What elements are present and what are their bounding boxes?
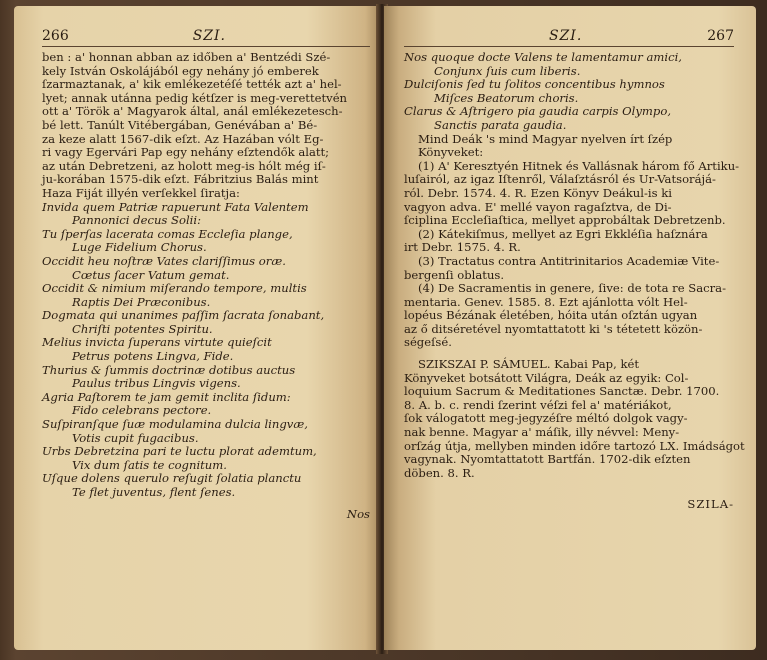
item-line: mentaria. Genev. 1585. 8. Ezt ajánlotta vólt Hel- [404, 294, 688, 309]
item-line: lopéus Bézának életében, hóita után oſztán ugyan [404, 308, 698, 323]
prose-line: ri vagy Egervári Pap egy nehány eſztendők alatt; [42, 145, 330, 160]
verse-line-indented: Cœtus ſacer Vatum gemat. [72, 267, 230, 282]
right-page-body [404, 50, 745, 512]
verse-line: Clarus & Aſtrigero pia gaudia carpis Olympo, [404, 104, 672, 119]
item-line: ségeſsé. [404, 335, 452, 350]
left-page-header [42, 28, 370, 47]
item-line: (4) De Sacramentis in genere, ſive: de tota re Sacra- [418, 281, 726, 296]
verse-line: Agria Paſtorem te jam gemit inclita ſidum: [42, 389, 291, 404]
prose-line: ju-korában 1575-dik eſzt. Fábritzius Balás mint [42, 172, 319, 187]
verse-line: Uſque dolens querulo reſugit ſolatia planctu [42, 471, 302, 486]
verse-line-indented: Luge Fidelium Chorus. [72, 240, 207, 255]
entry-line: orſzág útja, mellyben minden időre tartozó LX. Imádságot [404, 438, 745, 453]
verse-line-indented: Raptis Dei Præconibus. [72, 294, 211, 309]
entry-line: ſok válogatott meg-jegyzéſre méltó dolgok vagy- [404, 411, 688, 426]
verse-line-indented: Te flet juventus, flent ſenes. [72, 485, 236, 499]
bibliography-item [404, 158, 740, 228]
verse-line: Melius invicta ſuperans virtute quieſcit [42, 335, 272, 350]
item-line: ról. Debr. 1574. 4. R. Ezen Könyv Deákul-is ki [404, 185, 672, 200]
right-catchword: SZILA- [687, 497, 734, 512]
bibliography-item [404, 282, 734, 350]
right-items [404, 158, 740, 350]
entry-line: döben. 8. R. [404, 465, 475, 480]
prose-line: Könyveket: [418, 145, 484, 160]
verse-line: Dogmata qui unanimes paſſim ſacrata ſonabant, [42, 308, 325, 323]
item-line: luſairól, az igaz Iſtenről, Válaſztásról és Ur-Vatsorájá- [404, 172, 716, 187]
verse-line: Urbs Debretzina pari te luctu plorat ademtum, [42, 444, 317, 459]
prose-line: ben : a' honnan abban az időben a' Bentzédi Szé- [42, 50, 331, 64]
verse-line: Thurius & ſummis doctrinæ dotibus auctus [42, 362, 296, 377]
verse-line-indented: Chriſti potentes Spiritu. [72, 321, 213, 336]
verse-line-indented: Pannonici decus Solii: [72, 213, 201, 228]
entry-line: loquium Sacrum & Meditationes Sanctæ. Debr. 1700. [404, 384, 720, 399]
entry-line: vagynak. Nyomtattatott Bartfán. 1702-dik eſzten [404, 452, 691, 467]
item-line: (3) Tractatus contra Antitrinitarios Academiæ Vite- [418, 253, 720, 268]
verse-line-indented: Petrus potens Lingva, Fide. [72, 349, 234, 364]
verse-line: Invida quem Patriæ rapuerunt Fata Valentem [42, 199, 309, 214]
right-page-number: 267 [707, 28, 734, 44]
entry-line: Könyveket botsátott Világra, Deák az egyik: Col- [404, 370, 689, 385]
left-catchword: Nos [346, 506, 370, 521]
left-running-head: SZI. [192, 28, 227, 44]
bibliography-item [404, 255, 734, 282]
left-page-number: 266 [42, 28, 69, 44]
left-page-body [42, 51, 370, 521]
entry-line: SZIKSZAI P. SÁMUEL. Kabai Pap, két [418, 357, 640, 372]
prose-line: az után Debretzeni, az holott meg-is hólt még iſ- [42, 158, 326, 173]
verse-line-indented: Sanctis parata gaudia. [434, 117, 567, 132]
prose-line: ſzarmaztanak, a' kik emlékezetéſé tették azt a' hel- [42, 77, 342, 92]
left-prose [42, 51, 370, 201]
item-line: irt Debr. 1575. 4. R. [404, 240, 521, 255]
item-line: ſciplina Eccleſiaſtica, mellyet approbáltak Debretzenb. [404, 213, 726, 228]
prose-line: Haza Fiját illyén verſekkel ſiratja: [42, 185, 240, 200]
item-line: az ő ditséretével nyomtattatott ki 's tétetett közön- [404, 321, 703, 336]
item-line: (1) A' Keresztyén Hitnek és Vallásnak három fő Artiku- [418, 158, 740, 173]
prose-line: za keze alatt 1567-dik eſzt. Az Hazában vólt Eg- [42, 131, 324, 146]
verse-line-indented: Fido celebrans pectore. [72, 403, 212, 418]
prose-line: Mind Deák 's mind Magyar nyelven írt ſzép [418, 131, 673, 146]
right-verses [404, 51, 734, 133]
verse-line-indented: Votis cupit fugacibus. [72, 430, 199, 445]
right-entry [404, 357, 745, 480]
item-line: vagyon adva. E' mellé vayon ragaſztva, de Di- [404, 199, 672, 214]
left-page [14, 6, 380, 650]
prose-line: bé lett. Tanúlt Vitébergában, Genévában a' Bé- [42, 117, 318, 132]
item-line: (2) Kátekiſmus, mellyet az Egri Ekkléſia haſznára [418, 226, 708, 241]
entry-line: nak benne. Magyar a' máſik, illy névvel: Meny- [404, 425, 680, 440]
verse-line-indented: Paulus tribus Lingvis vigens. [72, 376, 241, 391]
right-page [384, 6, 756, 650]
verse-line-indented: Conjunx ſuis cum liberis. [434, 63, 581, 78]
entry-line: 8. A. b. c. rendi ſzerint véſzi fel a' matériákot, [404, 397, 672, 412]
prose-line: lyet; annak utánna pedig kétſzer is meg-verettetvén [42, 90, 348, 105]
verse-line: Tu ſperſas lacerata comas Eccleſia plange, [42, 226, 293, 241]
verse-line: Occidit & nimium miſerando tempore, multis [42, 281, 307, 296]
left-verses [42, 201, 370, 500]
verse-line-indented: Miſces Beatorum choris. [434, 90, 579, 105]
verse-line: Dulciſonis ſed tu ſolitos concentibus hymnos [404, 77, 665, 92]
verse-line: Suſpiranſque ſuæ modulamina dulcia lingvæ, [42, 417, 308, 432]
right-running-head: SZI. [548, 28, 583, 44]
prose-line: ott a' Török a' Magyarok által, anál emlékezetesch- [42, 104, 343, 119]
bibliography-item [404, 228, 734, 255]
verse-line: Occidit heu noſtræ Vates clariſſimus oræ. [42, 253, 286, 268]
prose-line: kely István Oskolájából egy nehány jó emberek [42, 63, 319, 78]
right-page-header [404, 28, 734, 47]
item-line: bergenſi oblatus. [404, 267, 505, 282]
right-prose [404, 133, 734, 160]
verse-line-indented: Vix dum ſatis te cognitum. [72, 457, 227, 472]
verse-line: Nos quoque docte Valens te lamentamur amici, [404, 50, 682, 64]
